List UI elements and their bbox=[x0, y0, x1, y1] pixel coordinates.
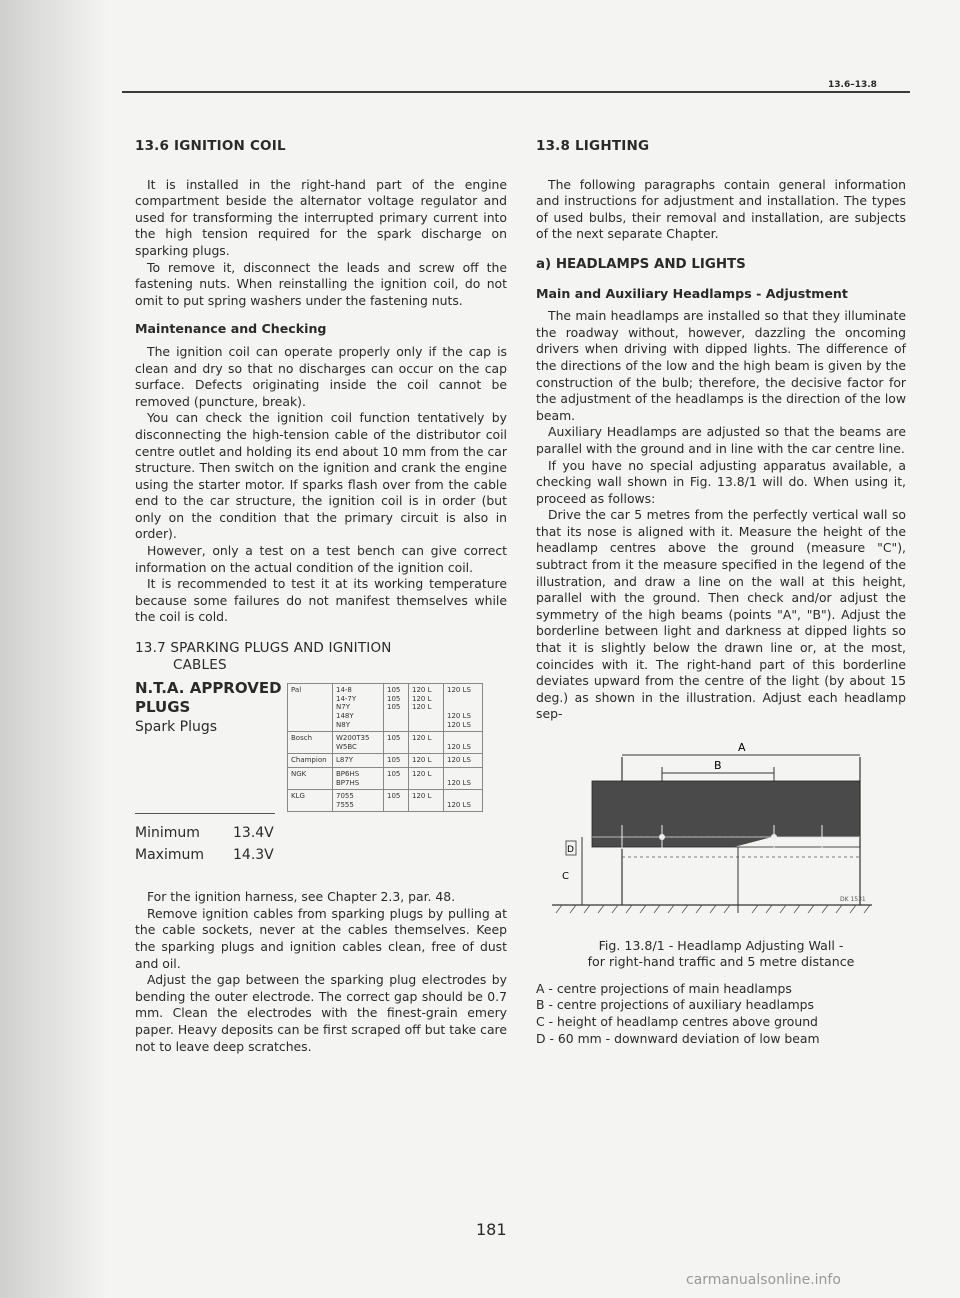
table-cell bbox=[333, 684, 384, 732]
label-b: B bbox=[714, 759, 722, 772]
table-row bbox=[288, 732, 483, 754]
table-cell-text: N8Y bbox=[336, 720, 350, 729]
divider bbox=[135, 813, 275, 814]
table-cell-text: 120 L bbox=[412, 703, 432, 712]
table-cell-text: W5BC bbox=[336, 742, 357, 751]
table-cell-text: Pal bbox=[291, 686, 302, 695]
table-cell-text: L87Y bbox=[336, 756, 354, 765]
paragraph: The main headlamps are installed so that they illuminate the roadway without, however, dazzling the oncoming drivers when driving with dipped lights. The difference of the directions of the low and the high beam is given by the construction of the bulb; therefore, the decisive factor for the adjustment of the headlamps is the direction of the low beam. bbox=[536, 308, 906, 423]
table-cell-text: 120 L bbox=[412, 734, 432, 743]
left-column bbox=[135, 138, 507, 1055]
table-cell bbox=[288, 754, 333, 768]
table-cell-text: 105 bbox=[387, 756, 401, 765]
paragraph: Auxiliary Headlamps are adjusted so that the beams are parallel with the ground and in line with the car centre line. bbox=[536, 424, 906, 456]
table-cell-text: 120 L bbox=[412, 769, 432, 778]
table-cell-text: 120 LS bbox=[447, 756, 471, 765]
section-13-8-title: 13.8 LIGHTING bbox=[536, 138, 650, 154]
table-cell bbox=[384, 754, 409, 768]
table-cell-text: N7Y bbox=[336, 703, 350, 712]
headlamp-wall-figure bbox=[542, 737, 882, 927]
table-cell-text: Bosch bbox=[291, 734, 313, 743]
table-cell bbox=[444, 754, 483, 768]
legend-item: A - centre projections of main headlamps bbox=[536, 980, 792, 996]
minimum-row: Minimum 13.4V bbox=[135, 825, 274, 842]
table-cell-text: 7055 bbox=[336, 792, 354, 801]
table-cell bbox=[409, 767, 444, 789]
table-cell-text bbox=[447, 770, 479, 779]
table-cell-text: BP7HS bbox=[336, 778, 360, 787]
table-cell-text: 105 bbox=[387, 734, 401, 743]
table-cell bbox=[288, 684, 333, 732]
table-cell-text: 105 bbox=[387, 792, 401, 801]
label-a: A bbox=[738, 741, 746, 754]
table-cell-text: 120 LS bbox=[447, 800, 471, 809]
table-cell-text: BP6HS bbox=[336, 769, 360, 778]
table-cell bbox=[409, 754, 444, 768]
table-cell bbox=[409, 732, 444, 754]
legend-item: D - 60 mm - downward deviation of low beam bbox=[536, 1030, 820, 1046]
table-cell bbox=[444, 790, 483, 812]
section-13-6-title: 13.6 IGNITION COIL bbox=[135, 138, 286, 154]
spark-plugs-label: Spark Plugs bbox=[135, 719, 218, 736]
paragraph: To remove it, disconnect the leads and screw off the fastening nuts. When reinstalling the ignition coil, do not omit to put spring washers under the fastening nuts. bbox=[135, 259, 507, 308]
table-cell bbox=[409, 684, 444, 732]
label-c: C bbox=[562, 871, 569, 882]
table-cell-text: 105 bbox=[387, 694, 401, 703]
table-row bbox=[288, 684, 483, 732]
figure-caption: Fig. 13.8/1 - Headlamp Adjusting Wall - for right-hand traffic and 5 metre distance bbox=[587, 937, 855, 970]
table-cell-text: 120 L bbox=[412, 792, 432, 801]
legend-item: C - height of headlamp centres above ground bbox=[536, 1013, 818, 1029]
table-cell bbox=[444, 684, 483, 732]
table-cell-text bbox=[447, 703, 479, 712]
figure-code: DK 1531 bbox=[840, 896, 866, 903]
paragraph: The following paragraphs contain general information and instructions for adjustment and installation. The types of used bulbs, their removal and installation, are subjects of the next separate Chapter. bbox=[536, 176, 906, 242]
table-cell bbox=[384, 790, 409, 812]
maximum-row: Maximum 14.3V bbox=[135, 847, 274, 864]
subheading-adjustment: Main and Auxiliary Headlamps - Adjustment bbox=[536, 285, 848, 301]
table-cell-text: 120 LS bbox=[447, 712, 471, 720]
table-cell-text: 120 LS bbox=[447, 686, 471, 695]
paragraph: It is installed in the right-hand part of the engine compartment beside the alternator voltage regulator and used for transforming the interrupted primary current into the high tension required for the spark discharge on sparking plugs. bbox=[135, 176, 507, 258]
paragraph: Drive the car 5 metres from the perfectly vertical wall so that its nose is aligned with it. Measure the height of the headlamp centres above the ground (measure "C"), subtract from it the measure specified in the legend of the illustration, and draw a line on the wall at this height, parallel with the ground. Then check and/or adjust the symmetry of the high beams (points "A", "B"). Adjust the borderline between light and darkness at dipped lights so that it is slightly below the drawn line or, at the most, coincides with it. The right-hand part of this borderline deviates upward from the centre of the light (by about 15 deg.) as shown in the illustration. Adjust each headlamp sep- bbox=[536, 507, 906, 722]
table-cell bbox=[333, 754, 384, 768]
table-cell bbox=[384, 732, 409, 754]
table-cell bbox=[444, 767, 483, 789]
table-cell-text: Champion bbox=[291, 756, 327, 765]
table-cell bbox=[384, 684, 409, 732]
table-cell bbox=[444, 732, 483, 754]
table-cell bbox=[288, 767, 333, 789]
table-cell-text: 105 bbox=[387, 686, 401, 695]
table-cell bbox=[333, 767, 384, 789]
paragraph: However, only a test on a test bench can give correct information on the actual condition of the ignition coil. bbox=[135, 543, 507, 575]
table-cell-text: NGK bbox=[291, 769, 307, 778]
table-cell bbox=[333, 790, 384, 812]
subheading-headlamps: a) HEADLAMPS AND LIGHTS bbox=[536, 256, 746, 272]
table-row bbox=[288, 754, 483, 768]
label-d: D bbox=[567, 845, 574, 855]
table-cell-text: 120 LS bbox=[447, 742, 471, 751]
running-head: 13.6–13.8 bbox=[828, 80, 877, 90]
paragraph: You can check the ignition coil function tentatively by disconnecting the high-tension cable of the distributor coil centre outlet and holding its end about 10 mm from the car structure. Then switch on the ignition and crank the engine using the starter motor. If sparks flash over from the cable end to the car structure, the ignition coil is in order (but only on the condition that the primary circuit is also in order). bbox=[135, 410, 507, 542]
table-row bbox=[288, 790, 483, 812]
table-cell-text bbox=[447, 695, 479, 704]
paragraph: It is recommended to test it at its working temperature because some failures do not manifest themselves while the coil is cold. bbox=[135, 576, 507, 625]
table-cell bbox=[288, 790, 333, 812]
table-cell-text: 120 L bbox=[412, 756, 432, 765]
table-cell bbox=[333, 732, 384, 754]
paragraph: Adjust the gap between the sparking plug electrodes by bending the outer electrode. The correct gap should be 0.7 mm. Clean the electrodes with the finest-grain emery paper. Heavy deposits can be first scraped off but take care not to leave deep scratches. bbox=[135, 972, 507, 1054]
paragraph: For the ignition harness, see Chapter 2.3, par. 48. bbox=[147, 889, 456, 905]
table-cell-text: 120 L bbox=[412, 694, 432, 703]
right-column bbox=[536, 138, 906, 1047]
table-cell-text: 120 LS bbox=[447, 778, 471, 787]
spark-plug-block bbox=[135, 679, 507, 879]
table-cell-text: 148Y bbox=[336, 712, 354, 720]
paragraph: Remove ignition cables from sparking plugs by pulling at the cable sockets, never at the cables themselves. Keep the sparking plugs and ignition cables clean, free of dust and oil. bbox=[135, 905, 507, 971]
table-cell-text: 105 bbox=[387, 703, 401, 712]
table-cell-text: 14-7Y bbox=[336, 694, 357, 703]
table-cell bbox=[384, 767, 409, 789]
table-cell-text bbox=[447, 792, 479, 801]
paragraph: If you have no special adjusting apparatus available, a checking wall shown in Fig. 13.8/1 will do. When using it, proceed as follows: bbox=[536, 457, 906, 506]
paragraph: The ignition coil can operate properly only if the cap is clean and dry so that no discharges can occur on the cap surface. Defects originating inside the coil cannot be removed (puncture, break). bbox=[135, 343, 507, 409]
watermark: carmanualsonline.info bbox=[686, 1272, 841, 1288]
page-number: 181 bbox=[476, 1220, 507, 1239]
spark-plug-table bbox=[287, 683, 483, 812]
table-cell-text: 120 L bbox=[412, 686, 432, 695]
subheading-maintenance: Maintenance and Checking bbox=[135, 321, 327, 337]
table-cell bbox=[288, 732, 333, 754]
table-cell bbox=[409, 790, 444, 812]
legend-item: B - centre projections of auxiliary headlamps bbox=[536, 997, 814, 1013]
table-cell-text bbox=[447, 734, 479, 743]
table-cell-text: 14-8 bbox=[336, 686, 352, 695]
table-cell-text: 7555 bbox=[336, 800, 354, 809]
table-cell-text: 120 LS bbox=[447, 720, 471, 729]
table-cell-text: 105 bbox=[387, 769, 401, 778]
table-row bbox=[288, 767, 483, 789]
header-rule bbox=[122, 91, 910, 93]
table-cell-text: W200T35 bbox=[336, 734, 370, 743]
section-13-7-title: 13.7 SPARKING PLUGS AND IGNITION CABLES bbox=[135, 640, 392, 673]
nta-approved-title: N.T.A. APPROVED PLUGS bbox=[135, 679, 282, 717]
table-cell-text: KLG bbox=[291, 792, 305, 801]
figure-legend bbox=[536, 981, 906, 1047]
book-spine-shadow bbox=[0, 0, 108, 1298]
